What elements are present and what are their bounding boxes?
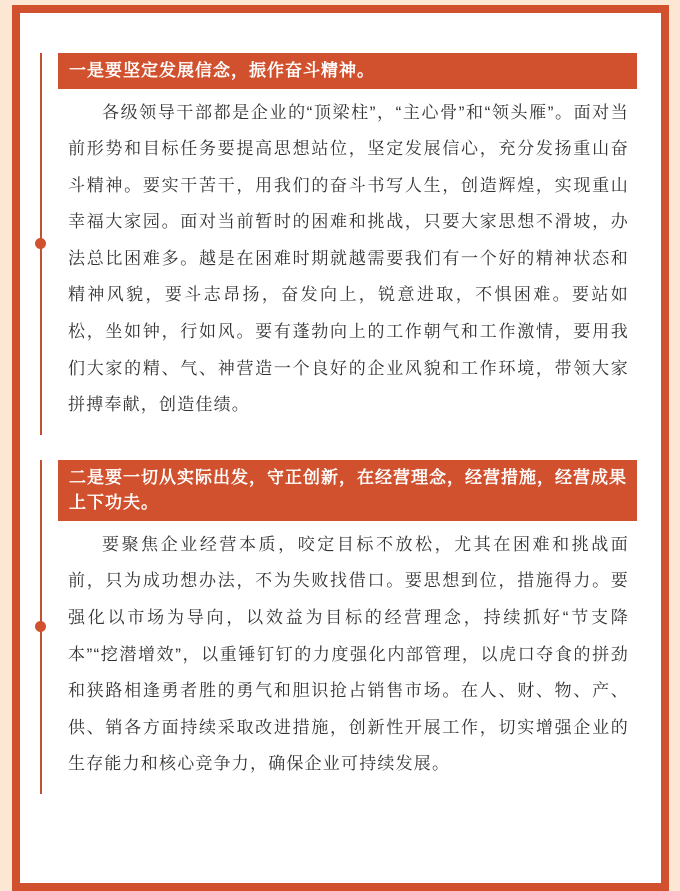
article-card (12, 5, 669, 891)
section-2-paragraph: 要聚焦企业经营本质，咬定目标不放松，尤其在困难和挑战面前，只为成功想办法，不为失败找借口。要思想到位，措施得力。要强化以市场为导向，以效益为目标的经营理念，持续抓好“节支降本”“挖潜增效”，以重锤钉钉的力度强化内部管理，以虎口夺食的拼劲和狭路相逢勇者胜的勇气和胆识抢占销售市场。在人、财、物、产、供、销各方面持续采取改进措施，创新性开展工作，切实增强企业的生存能力和核心竞争力，确保企业可持续发展。 (68, 534, 629, 774)
section-1-paragraph: 各级领导干部都是企业的“顶梁柱”，“主心骨”和“领头雁”。面对当前形势和目标任务要提高思想站位，坚定发展信心，充分发扬重山奋斗精神。要实干苦干，用我们的奋斗书写人生，创造辉煌，实现重山幸福大家园。面对当前暂时的困难和挑战，只要大家思想不滑坡，办法总比困难多。越是在困难时期就越需要我们有一个好的精神状态和精神风貌，要斗志昂扬，奋发向上，锐意进取，不惧困难。要站如松，坐如钟，行如风。要有蓬勃向上的工作朝气和工作激情，要用我们大家的精、气、神营造一个良好的企业风貌和工作环境，带领大家拼搏奉献，创造佳绩。 (68, 102, 629, 415)
section-2-bullet-dot-icon (35, 621, 46, 632)
section-2 (40, 460, 637, 794)
section-2-heading: 二是要一切从实际出发，守正创新，在经营理念，经营措施，经营成果上下功夫。 (58, 460, 637, 521)
section-1 (40, 53, 637, 435)
section-1-bullet-dot-icon (35, 238, 46, 249)
section-1-heading: 一是要坚定发展信念，振作奋斗精神。 (58, 53, 637, 89)
